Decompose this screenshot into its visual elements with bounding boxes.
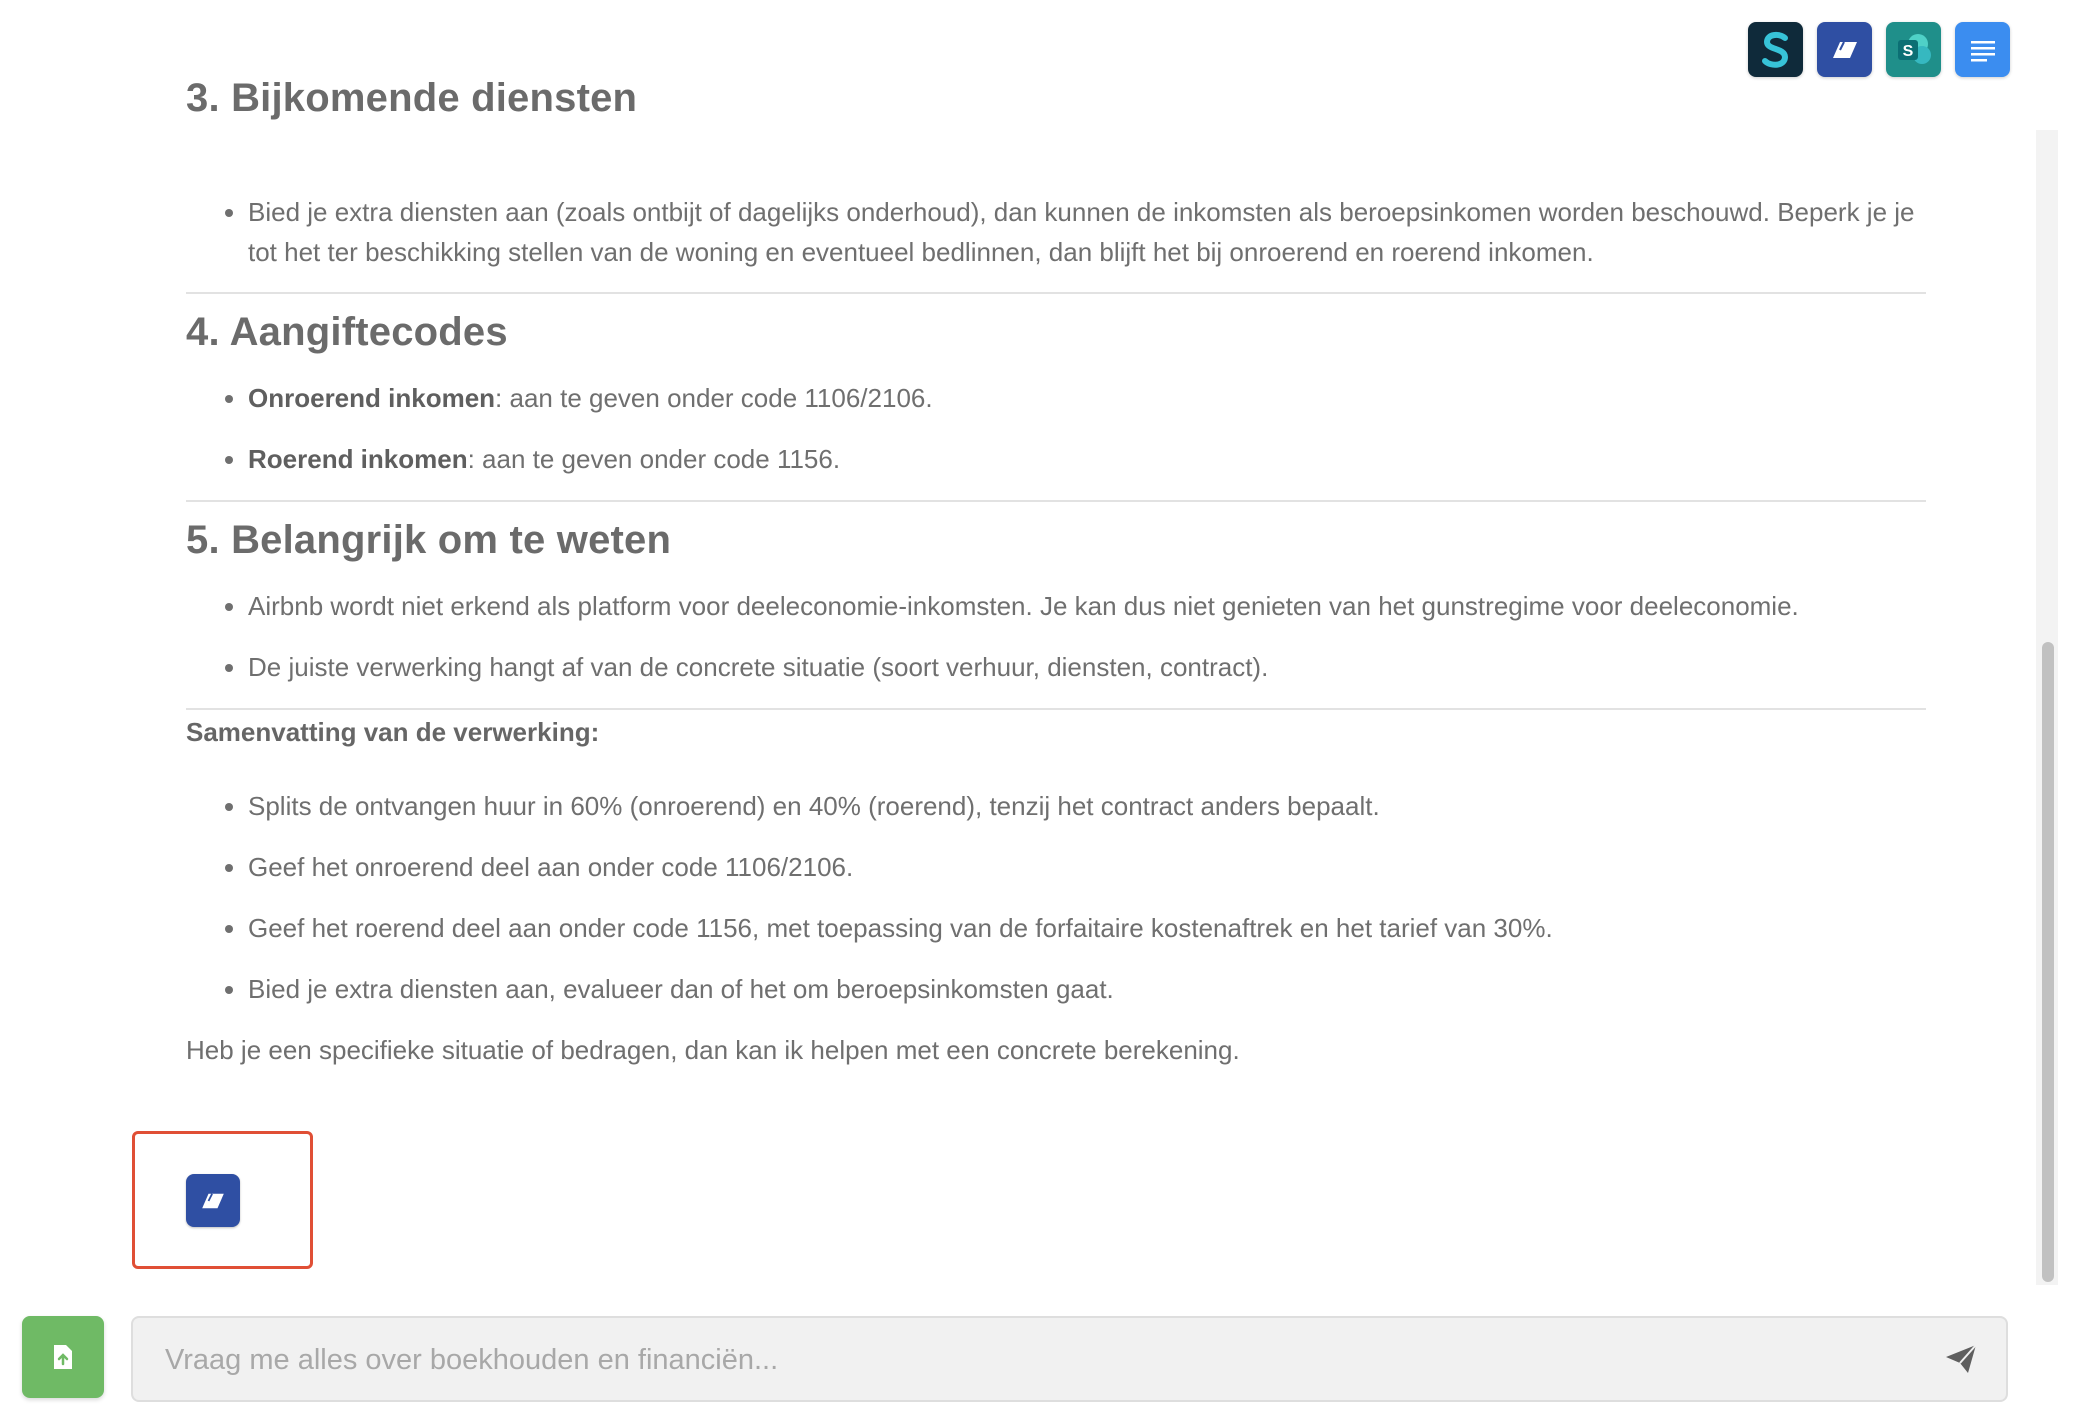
divider — [186, 500, 1926, 502]
item-text: : aan te geven onder code 1106/2106. — [495, 383, 933, 413]
list-item: • Bied je extra diensten aan, evalueer dan of het om beroepsinkomsten gaat. — [248, 969, 1926, 1009]
eraser-tool-icon[interactable] — [1817, 22, 1872, 77]
list-item: • Splits de ontvangen huur in 60% (onroerend) en 40% (roerend), tenzij het contract anders bepaalt. — [248, 786, 1926, 826]
list-item: • De juiste verwerking hangt af van de concrete situatie (soort verhuur, diensten, contract). — [248, 647, 1926, 687]
list-item: • Bied je extra diensten aan (zoals ontbijt of dagelijks onderhoud), dan kunnen de inkomsten als beroepsinkomen worden beschouwd. Beperk je je tot het ter beschikking stellen van de woning en eventueel bedlinnen, dan blijft het bij onroerend en roerend inkomen. — [248, 192, 1926, 272]
list-item: • Airbnb wordt niet erkend als platform voor deeleconomie-inkomsten. Je kan dus niet genieten van het gunstregime voor deeleconomie. — [248, 586, 1926, 626]
item-text: : aan te geven onder code 1156. — [467, 444, 841, 474]
list-item: • Geef het roerend deel aan onder code 1156, met toepassing van de forfaitaire kostenaftrek en het tarief van 30%. — [248, 908, 1926, 948]
eraser-tool-button[interactable] — [186, 1174, 240, 1227]
section-5-title: 5. Belangrijk om te weten — [186, 518, 672, 562]
chat-input-container — [131, 1316, 2008, 1402]
sharepoint-icon[interactable] — [1886, 22, 1941, 77]
send-button[interactable] — [1942, 1340, 1980, 1378]
section-3-title: 3. Bijkomende diensten — [186, 76, 638, 120]
section-4-title: 4. Aangiftecodes — [186, 310, 508, 354]
send-icon — [1944, 1344, 1978, 1374]
svg-text:S: S — [1902, 42, 1913, 60]
item-label: Onroerend inkomen — [248, 383, 496, 413]
divider — [186, 292, 1926, 294]
scrollbar-thumb[interactable] — [2042, 642, 2054, 1282]
section-5-list — [186, 586, 1926, 687]
chat-input[interactable] — [163, 1318, 1907, 1402]
closing-text: Heb je een specifieke situatie of bedragen, dan kan ik helpen met een concrete berekening. — [186, 1035, 1240, 1065]
upload-file-button[interactable] — [22, 1316, 104, 1398]
summary-list — [186, 786, 1926, 1009]
top-app-icons — [1748, 22, 2010, 77]
assistant-message — [186, 76, 1926, 1290]
eraser-icon — [200, 1192, 226, 1210]
document-lines-icon[interactable] — [1955, 22, 2010, 77]
section-3-list — [186, 192, 1926, 272]
summary-heading: Samenvatting van de verwerking: — [186, 717, 600, 747]
file-upload-icon — [52, 1343, 74, 1371]
divider — [186, 708, 1926, 710]
section-4-list — [186, 378, 1926, 479]
list-item — [248, 439, 1926, 479]
s-app-icon[interactable] — [1748, 22, 1803, 77]
list-item: • Geef het onroerend deel aan onder code 1106/2106. — [248, 847, 1926, 887]
item-label: Roerend inkomen — [248, 444, 468, 474]
list-item — [248, 378, 1926, 418]
